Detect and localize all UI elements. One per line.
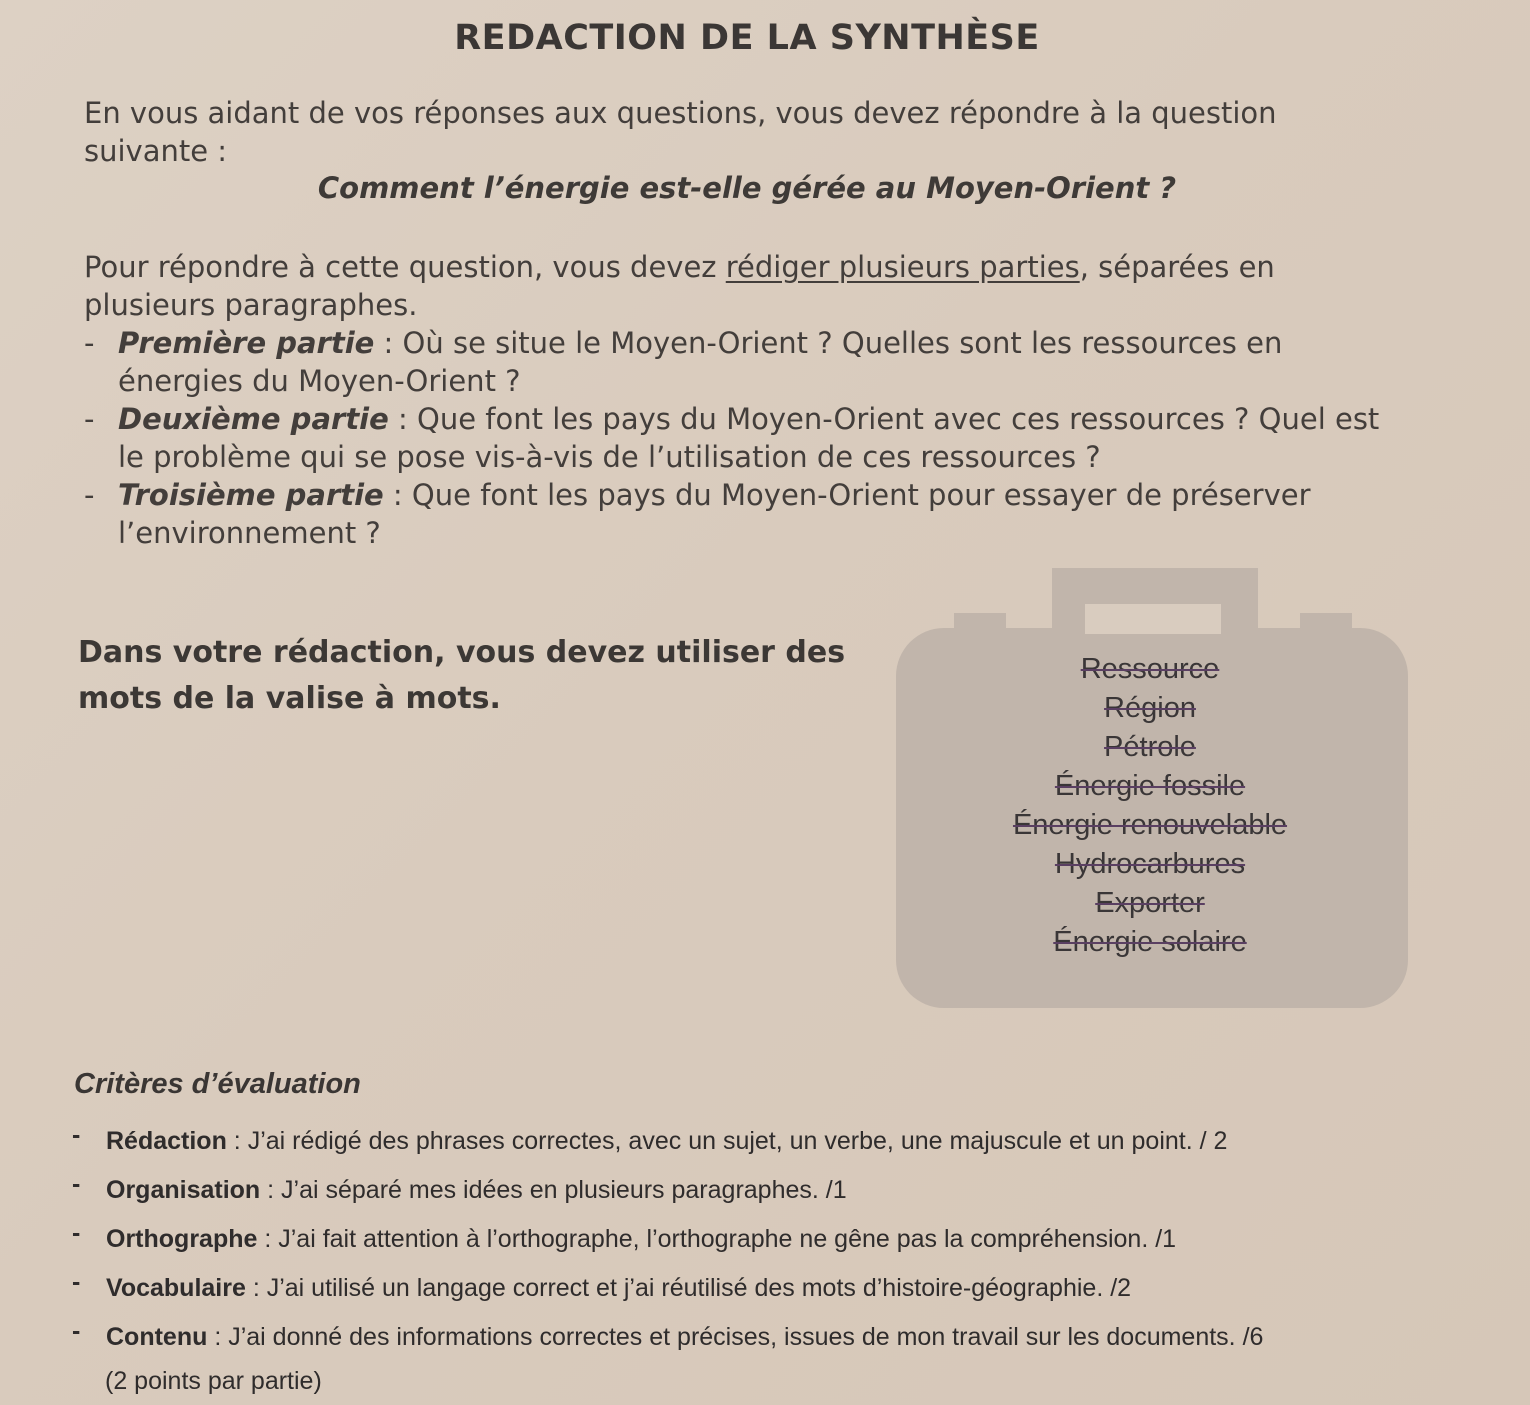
parts-list	[84, 324, 1414, 552]
criteria-text: : J’ai fait attention à l’orthographe, l’orthographe ne gêne pas la compréhension. /1	[257, 1225, 1177, 1253]
criteria-heading: Critères d’évaluation	[74, 1068, 361, 1100]
word-suitcase-instruction: Dans votre rédaction, vous devez utiliser des mots de la valise à mots.	[78, 635, 846, 716]
main-question: Comment l’énergie est-elle gérée au Moyen-Orient ?	[317, 171, 1177, 205]
part-text: : Que font les pays du Moyen-Orient avec ces ressources ? Quel est le problème qui se pose vis-à-vis de l’utilisation de ces ressources ?	[118, 402, 1380, 474]
suitcase-word: Pétrole	[1104, 731, 1196, 763]
suitcase-handle-hole	[1085, 604, 1221, 634]
instructions-underlined: rédiger plusieurs parties	[725, 250, 1080, 284]
criteria-list	[72, 1122, 1492, 1367]
bullet-dash: -	[72, 1219, 81, 1247]
bullet-dash: -	[72, 1170, 81, 1198]
criteria-item-redaction	[72, 1122, 1492, 1171]
criteria-item-vocabulaire	[72, 1269, 1492, 1318]
suitcase-word: Énergie renouvelable	[1012, 809, 1288, 841]
part-item-1	[84, 324, 1414, 400]
instructions-after: , séparées en plusieurs paragraphes.	[84, 250, 1275, 322]
criteria-item-orthographe	[72, 1220, 1492, 1269]
criteria-label: Orthographe	[106, 1225, 258, 1253]
part-label: Troisième partie	[118, 478, 384, 512]
suitcase-word: Énergie fossile	[1054, 770, 1246, 802]
criteria-label: Vocabulaire	[106, 1274, 246, 1302]
part-text: : Où se situe le Moyen-Orient ? Quelles sont les ressources en énergies du Moyen-Orient ?	[118, 326, 1283, 398]
part-label: Deuxième partie	[118, 402, 389, 436]
criteria-label: Organisation	[106, 1176, 261, 1204]
suitcase-word: Ressource	[1080, 653, 1220, 685]
criteria-text: : J’ai séparé mes idées en plusieurs paragraphes. /1	[260, 1176, 847, 1204]
criteria-label: Rédaction	[106, 1127, 227, 1155]
intro-text: En vous aidant de vos réponses aux questions, vous devez répondre à la question suivante :	[84, 96, 1277, 168]
part-item-3	[84, 476, 1414, 552]
instructions-before: Pour répondre à cette question, vous devez	[84, 250, 726, 284]
bullet-dash: -	[72, 1317, 81, 1345]
criteria-item-organisation	[72, 1171, 1492, 1220]
bullet-dash: -	[72, 1268, 81, 1296]
suitcase-word-list	[975, 650, 1325, 962]
criteria-note: (2 points par partie)	[105, 1367, 322, 1395]
bullet-dash: -	[84, 478, 95, 512]
criteria-text: : J’ai rédigé des phrases correctes, avec un sujet, un verbe, une majuscule et un point. / 2	[226, 1127, 1228, 1155]
part-text: : Que font les pays du Moyen-Orient pour essayer de préserver l’environnement ?	[118, 478, 1311, 550]
part-label: Première partie	[118, 326, 375, 360]
suitcase-word: Région	[1104, 692, 1196, 724]
criteria-text: : J’ai donné des informations correctes et précises, issues de mon travail sur les documents. /6	[207, 1323, 1264, 1351]
bullet-dash: -	[84, 326, 95, 360]
criteria-item-contenu	[72, 1318, 1492, 1367]
page-title: REDACTION DE LA SYNTHÈSE	[454, 18, 1040, 58]
suitcase-word: Énergie solaire	[1053, 926, 1247, 958]
suitcase-word: Hydrocarbures	[1054, 848, 1246, 880]
bullet-dash: -	[84, 402, 95, 436]
criteria-text: : J’ai utilisé un langage correct et j’ai réutilisé des mots d’histoire-géographie. /2	[245, 1274, 1132, 1302]
part-item-2	[84, 400, 1414, 476]
suitcase-word: Exporter	[1095, 887, 1205, 919]
instructions-text	[84, 248, 1344, 324]
criteria-label: Contenu	[106, 1323, 208, 1351]
bullet-dash: -	[72, 1121, 81, 1149]
